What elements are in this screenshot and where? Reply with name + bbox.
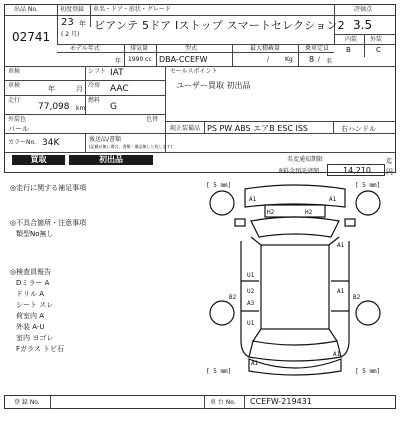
rear-window [249, 341, 341, 361]
interior-grade: B [346, 46, 351, 54]
divider [57, 4, 58, 44]
first-reg-month: ( 2 月) [61, 31, 80, 38]
tire-rear-left [210, 301, 234, 325]
sales-point-text: ユーザー買取 初出品 [176, 81, 251, 90]
tire-label: [ 5 mm] [355, 182, 381, 189]
damage-mark: H2 [305, 209, 313, 216]
divider [4, 66, 396, 67]
first-reg-year-unit: 年 [79, 20, 86, 28]
inspection-label: 車検 [8, 68, 21, 75]
lot-number: 02741 [12, 30, 51, 44]
divider [4, 95, 165, 96]
divider [4, 133, 396, 134]
divider [90, 4, 91, 27]
divider [156, 44, 157, 66]
car-name-label: 車名・ドア・形状・グレード [93, 6, 171, 13]
handle-value: 右ハンドル [341, 125, 376, 133]
damage-mark: A1 [251, 360, 259, 367]
inspection-row-label: 車検 [8, 82, 21, 89]
exterior-grade: C [376, 46, 381, 54]
divider [364, 34, 365, 57]
mileage-label: 走行 [8, 97, 21, 104]
buy-badge: 買取 [12, 155, 65, 165]
equipment-items: PS PW ABS エアB ESC ISS [207, 124, 308, 133]
damage-mark: B2 [353, 294, 361, 301]
mileage-unit: km [76, 105, 86, 112]
mileage-value: 77,098 [38, 102, 70, 112]
score-label: 評価点 [354, 6, 373, 13]
shift-value: IAT [110, 68, 124, 78]
exterior-label: 外装 [370, 36, 383, 43]
supplement-title: ◎走行に関する補足事項 [10, 184, 87, 192]
car-outline [205, 181, 385, 378]
report-line: ドリル A [16, 290, 45, 298]
inspection-year-unit: 年 [48, 85, 55, 93]
pillar [329, 329, 337, 341]
divider [165, 66, 166, 152]
damage-mark: A1 [337, 288, 345, 295]
divider [204, 395, 205, 409]
pillar [253, 329, 261, 341]
capacity-separator: / [318, 56, 321, 63]
expiry-unit: 迄 [386, 158, 393, 165]
recycle-fee-unit: 円 [386, 168, 393, 176]
report-line: Dミラー A [16, 279, 50, 287]
recycle-fee-amount: 14,210 [343, 166, 371, 175]
equipment-label: 純正装備品 [170, 125, 201, 132]
registration-label: 登 録 No. [14, 399, 40, 406]
mirror-left [235, 219, 245, 226]
footer-frame [4, 395, 396, 409]
report-line: シート スレ [16, 301, 54, 309]
report-line: Fガラス トビ石 [16, 345, 65, 353]
fuel-value: G [110, 102, 117, 112]
damage-mark: A1 [329, 196, 337, 203]
capacity-value: 8 [309, 55, 315, 64]
capacity-unit: 名 [326, 58, 333, 65]
interior-label: 内装 [345, 36, 358, 43]
tire-label: [ 5 mm] [206, 368, 232, 375]
damage-mark: U1 [247, 320, 255, 327]
chassis-number: CCEFW-219431 [250, 397, 312, 406]
chassis-label: 車 台 No. [210, 399, 236, 406]
damage-mark: U2 [247, 288, 255, 295]
lot-no-label: 出品 No. [14, 6, 38, 13]
divider [4, 15, 396, 16]
shift-label: シフト [88, 68, 107, 75]
damage-mark: H2 [267, 209, 275, 216]
tire-label: [ 5 mm] [355, 368, 381, 375]
max-load-unit: Kg [285, 56, 293, 63]
ac-label: 冷房 [88, 82, 101, 89]
divider [124, 44, 125, 66]
defects-text: 類型No無し [16, 230, 54, 238]
divider [4, 80, 165, 81]
ext-color-label: 外装色 [8, 116, 27, 123]
damage-mark: A3 [247, 300, 255, 307]
type-label: 型式 [185, 45, 198, 52]
roof [261, 245, 329, 329]
report-title: ◎検査員報告 [10, 268, 52, 276]
divider [333, 121, 334, 133]
sales-point-label: セールスポイント [170, 68, 218, 75]
ext-color-value: パール [8, 125, 29, 133]
divider [334, 34, 396, 35]
divider [4, 152, 396, 153]
first-reg-label: 初度登録 [60, 6, 85, 13]
windshield [251, 217, 339, 237]
divider [204, 121, 205, 133]
report-line: 荷室内 A [16, 312, 45, 320]
report-line: 室内 ヨゴレ [16, 334, 54, 342]
tire-label: [ 5 mm] [206, 182, 232, 189]
damage-mark: B2 [229, 294, 237, 301]
divider [298, 44, 299, 66]
damage-mark: A1 [249, 196, 257, 203]
tire-front-right [356, 191, 380, 215]
mirror-right [345, 219, 355, 226]
inspection-month-unit: 月 [76, 85, 83, 93]
divider [165, 121, 396, 122]
color-change-label: 色替 [146, 116, 159, 123]
damage-mark: A1 [333, 351, 341, 358]
divider [85, 133, 86, 152]
car-damage-diagram [205, 181, 385, 378]
report-line: 外装 A-U [16, 323, 45, 331]
model-year-unit: 年 [115, 58, 122, 65]
car-name: ビアンテ 5ドア Iストップ スマートセレクション2 [94, 19, 345, 32]
displacement-label: 排気量 [130, 45, 149, 52]
fuel-label: 燃料 [88, 97, 101, 104]
color-no-value: 34K [42, 138, 60, 148]
body-right [341, 241, 349, 357]
divider [232, 44, 233, 66]
recycle-docs-note: (記載が無い場合、書類・備品無しと致します) [89, 144, 173, 149]
divider [57, 52, 334, 53]
divider [50, 395, 51, 409]
divider [4, 114, 165, 115]
first-reg-year: 23 [61, 17, 74, 28]
color-no-label: カラーNo. [8, 139, 36, 146]
damage-mark: U1 [247, 272, 255, 279]
recycle-docs-label: 後送品/書類 [89, 136, 122, 143]
divider [244, 395, 245, 409]
divider [334, 44, 396, 45]
tire-rear-right [356, 301, 380, 325]
recycle-fee-label: R料金預託済額 [279, 168, 320, 175]
displacement-value: 1990 cc [128, 56, 152, 63]
model-type: DBA-CCEFW [159, 55, 208, 64]
model-year-label: モデル年式 [70, 45, 100, 52]
expiry-label: 名変通知期限 [287, 156, 324, 163]
defects-title: ◎不具合箇所・注意事項 [10, 219, 87, 227]
max-load-value: / [267, 56, 270, 63]
score-value: 3.5 [353, 18, 373, 32]
capacity-label: 乗車定員 [305, 45, 330, 52]
ac-value: AAC [110, 84, 129, 94]
pillar [251, 237, 261, 245]
body-left [241, 241, 249, 357]
first-listing-badge: 初出品 [69, 155, 153, 165]
max-load-label: 最大積載量 [250, 45, 281, 52]
tire-front-left [210, 191, 234, 215]
damage-mark: A1 [337, 242, 345, 249]
